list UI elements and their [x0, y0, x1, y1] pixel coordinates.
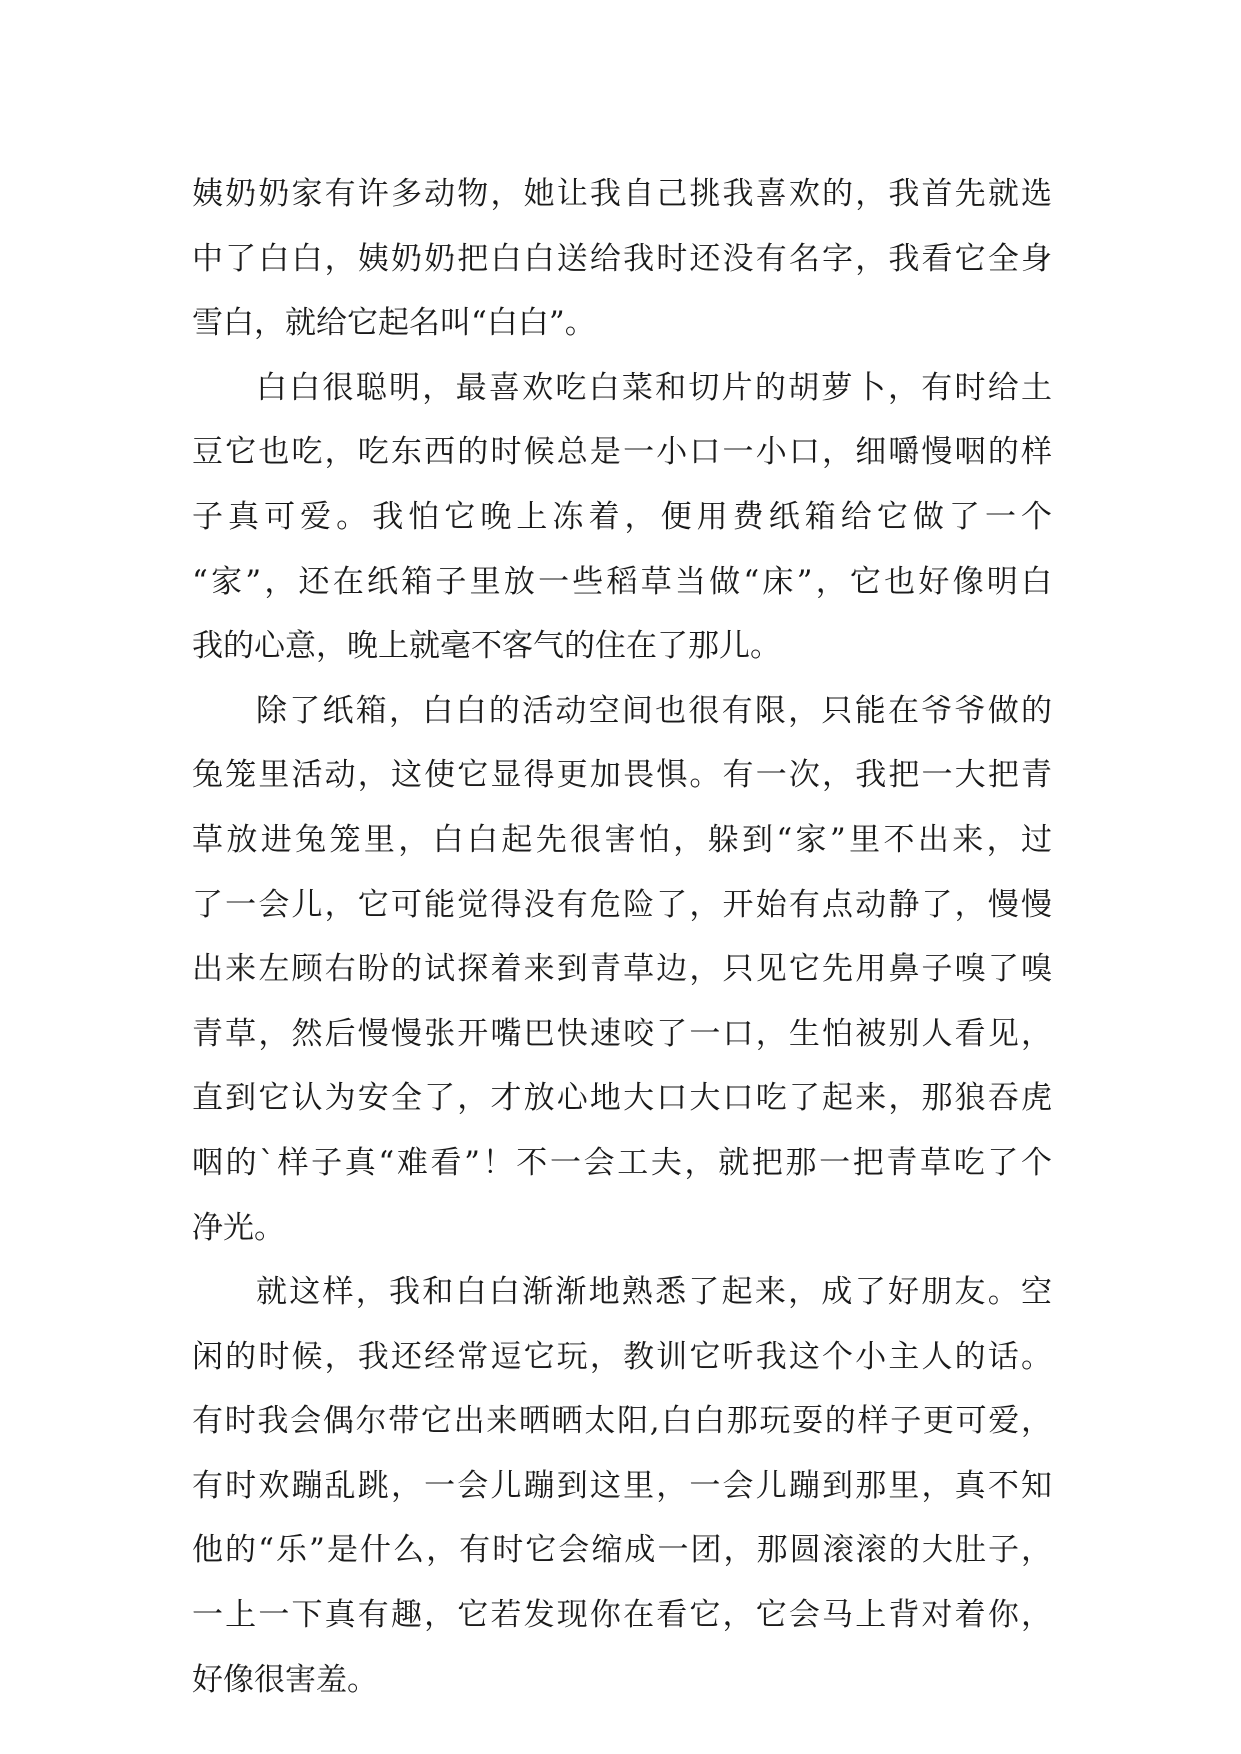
- text-line: 青草，然后慢慢张开嘴巴快速咬了一口，生怕被别人看见，: [192, 1015, 1052, 1052]
- text-line: 闲的时候，我还经常逗它玩，教训它听我这个小主人的话。: [192, 1338, 1052, 1375]
- text-line: “家”，还在纸箱子里放一些稻草当做“床”，它也好像明白: [192, 563, 1052, 600]
- text-line: 草放进兔笼里，白白起先很害怕，躲到“家”里不出来，过: [192, 821, 1052, 858]
- paragraph-2: [192, 356, 1052, 679]
- text-line: 子真可爱。我怕它晚上冻着，便用费纸箱给它做了一个: [192, 498, 1052, 535]
- text-line: 姨奶奶家有许多动物，她让我自己挑我喜欢的，我首先就选: [192, 176, 1052, 212]
- text-line: 兔笼里活动，这使它显得更加畏惧。有一次，我把一大把青: [192, 757, 1052, 794]
- text-line: 他的“乐”是什么，有时它会缩成一团，那圆滚滚的大肚子，: [192, 1532, 1052, 1569]
- text-line: 我的心意，晚上就毫不客气的住在了那儿。: [192, 628, 781, 665]
- text-line: 就这样，我和白白渐渐地熟悉了起来，成了好朋友。空: [256, 1274, 1052, 1311]
- text-line: 好像很害羞。: [192, 1661, 378, 1698]
- text-line: 白白很聪明，最喜欢吃白菜和切片的胡萝卜，有时给土: [256, 369, 1052, 406]
- text-line: 除了纸箱，白白的活动空间也很有限，只能在爷爷做的: [256, 692, 1052, 729]
- paragraph-1: [192, 162, 1052, 356]
- text-line: 出来左顾右盼的试探着来到青草边，只见它先用鼻子嗅了嗅: [192, 951, 1052, 988]
- paragraph-4: [192, 1260, 1052, 1712]
- text-line: 了一会儿，它可能觉得没有危险了，开始有点动静了，慢慢: [192, 886, 1052, 923]
- text-line: 有时欢蹦乱跳，一会儿蹦到这里，一会儿蹦到那里，真不知: [192, 1467, 1052, 1504]
- paragraph-3: [192, 679, 1052, 1260]
- text-line: 有时我会偶尔带它出来晒晒太阳,白白那玩耍的样子更可爱，: [192, 1403, 1052, 1440]
- text-line: 咽的`样子真“难看”！不一会工夫，就把那一把青草吃了个: [192, 1144, 1052, 1181]
- text-line: 直到它认为安全了，才放心地大口大口吃了起来，那狼吞虎: [192, 1080, 1052, 1117]
- text-line: 豆它也吃，吃东西的时候总是一小口一小口，细嚼慢咽的样: [192, 434, 1052, 471]
- text-line: 雪白，就给它起名叫“白白”。: [192, 305, 596, 342]
- text-line: 中了白白，姨奶奶把白白送给我时还没有名字，我看它全身: [192, 240, 1052, 277]
- text-line: 一上一下真有趣，它若发现你在看它，它会马上背对着你，: [192, 1597, 1052, 1634]
- document-body: [192, 162, 1052, 1712]
- text-line: 净光。: [192, 1209, 285, 1246]
